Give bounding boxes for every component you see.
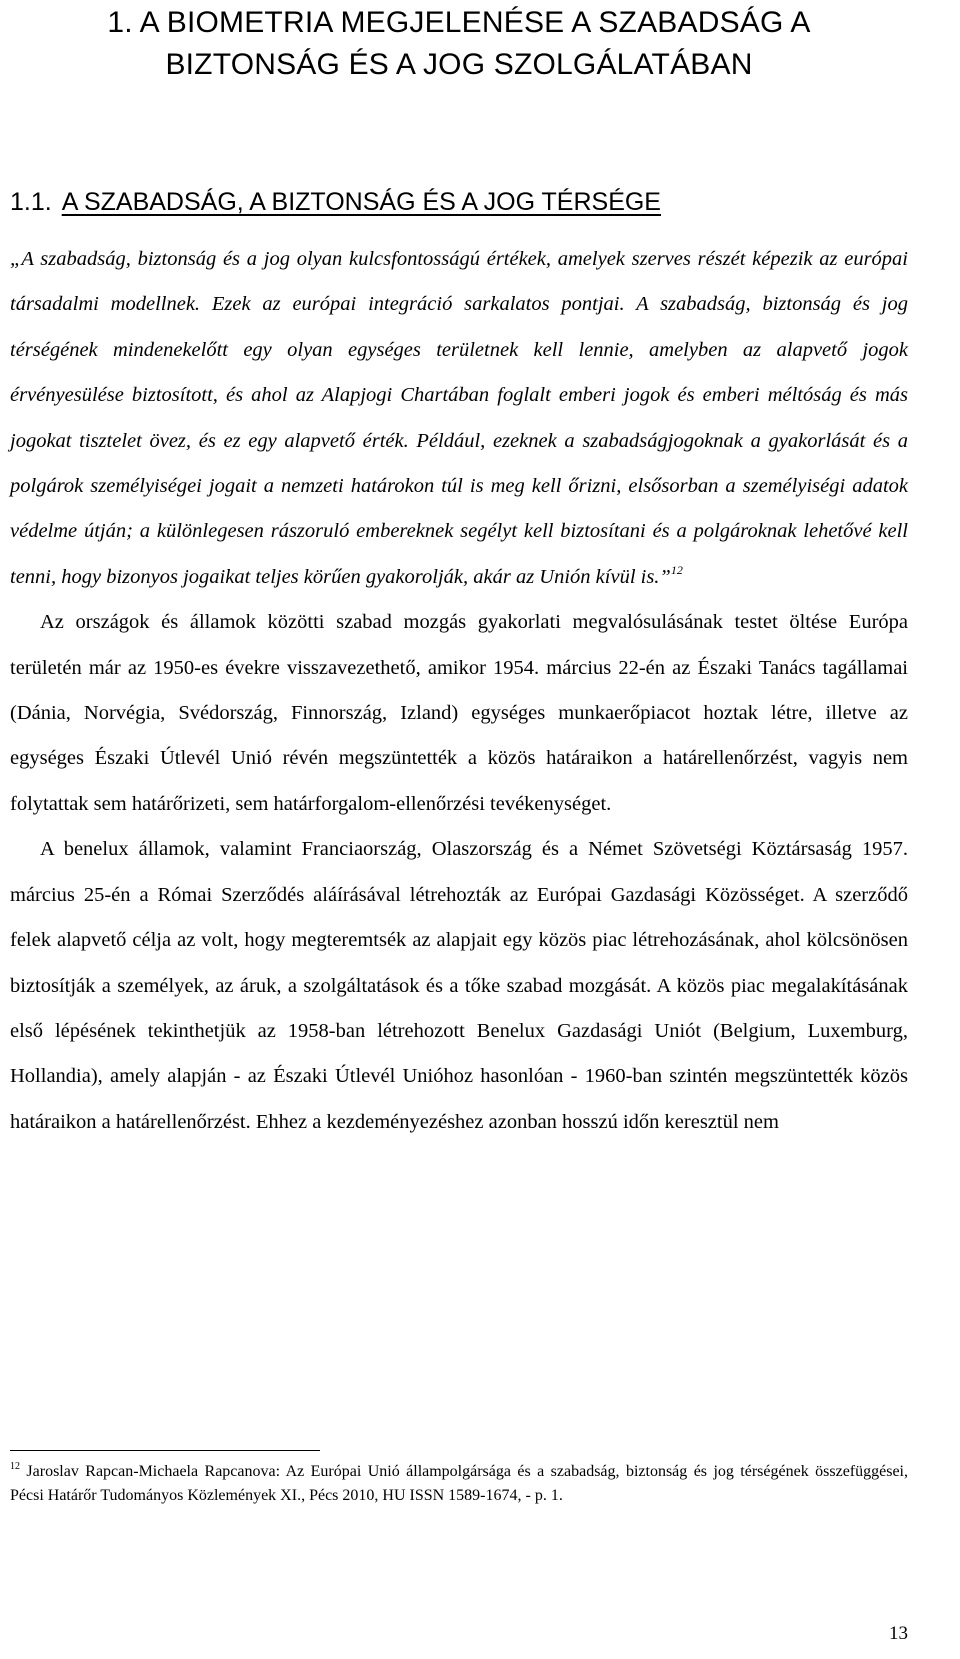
body-text	[10, 237, 908, 1145]
chapter-heading	[10, 2, 908, 86]
document-page	[10, 0, 908, 1644]
quote-text: „A szabadság, biztonság és a jog olyan kulcsfontosságú értékek, amelyek szerves részét képezik az európai társadalmi modellnek. Ezek az európai integráció sarkalatos pontjai. A szabadság, biztonság és jog térségének mindenekelőtt egy olyan egységes területnek kell lennie, amelyben az alapvető jogok érvényesülése biztosított, és ahol az Alapjogi Chartában foglalt emberi jogok és emberi méltóság és más jogokat tisztelet övez, és ez egy alapvető érték. Például, ezeknek a szabadságjogoknak a gyakorlását és a polgárok személyiségei jogait a nemzeti határokon túl is meg kell őrizni, elsősorban a személyiségi adatok védelme útján; a különlegesen rászoruló embereknek segélyt kell biztosítani és a polgároknak lehetővé kell tenni, hogy bizonyos jogaikat teljes körűen gyakorolják, akár az Unión kívül is.”	[10, 248, 908, 588]
section-title: A SZABADSÁG, A BIZTONSÁG ÉS A JOG TÉRSÉGE	[61, 188, 661, 216]
paragraph-3: A benelux államok, valamint Franciaország, Olaszország és a Német Szövetségi Köztársaság 1957. március 25-én a Római Szerződés aláírásával létrehozták az Európai Gazdasági Közösséget. A szerződő felek alapvető célja az volt, hogy megteremtsék az alapjait egy közös piac létrehozásának, ahol kölcsönösen biztosítják a személyek, az áruk, a szolgáltatások és a tőke szabad mozgását. A közös piac megalakításának első lépésének tekinthetjük az 1958-ban létrehozott Benelux Gazdasági Uniót (Belgium, Luxemburg, Hollandia), amely alapján - az Északi Útlevél Unióhoz hasonlóan - 1960-ban szintén megszüntették közös határaikon a határellenőrzést. Ehhez a kezdeményezéshez azonban hosszú időn keresztül nem	[10, 838, 908, 1133]
footnote	[10, 1460, 908, 1507]
footnote-number: 12	[10, 1461, 20, 1472]
section-number: 1.1.	[10, 188, 52, 216]
chapter-heading-line-2: BIZTONSÁG ÉS A JOG SZOLGÁLATÁBAN	[165, 48, 753, 81]
chapter-heading-line-1: 1. A BIOMETRIA MEGJELENÉSE A SZABADSÁG A	[107, 6, 811, 39]
footnote-separator	[10, 1450, 320, 1451]
paragraph-2: Az országok és államok közötti szabad mozgás gyakorlati megvalósulásának testet öltése Európa területén már az 1950-es évekre visszavezethető, amikor 1954. március 22-én az Északi Tanács tagállamai (Dánia, Norvégia, Svédország, Finnország, Izland) egységes munkaerőpiacot hoztak létre, illetve az egységes Északi Útlevél Unió révén megszüntették a közös határaikon a határellenőrzést, vagyis nem folytattak sem határőrizeti, sem határforgalom-ellenőrzési tevékenységet.	[10, 611, 908, 815]
page-number: 13	[889, 1623, 908, 1644]
quote-paragraph	[10, 237, 908, 600]
section-heading	[10, 186, 661, 218]
footnote-text: Jaroslav Rapcan-Michaela Rapcanova: Az Európai Unió állampolgársága és a szabadság, biztonság és jog térségének összefüggései, Pécsi Határőr Tudományos Közlemények XI., Pécs 2010, HU ISSN 1589-1674, - p. 1.	[10, 1463, 908, 1504]
footnote-reference: 12	[670, 562, 683, 577]
